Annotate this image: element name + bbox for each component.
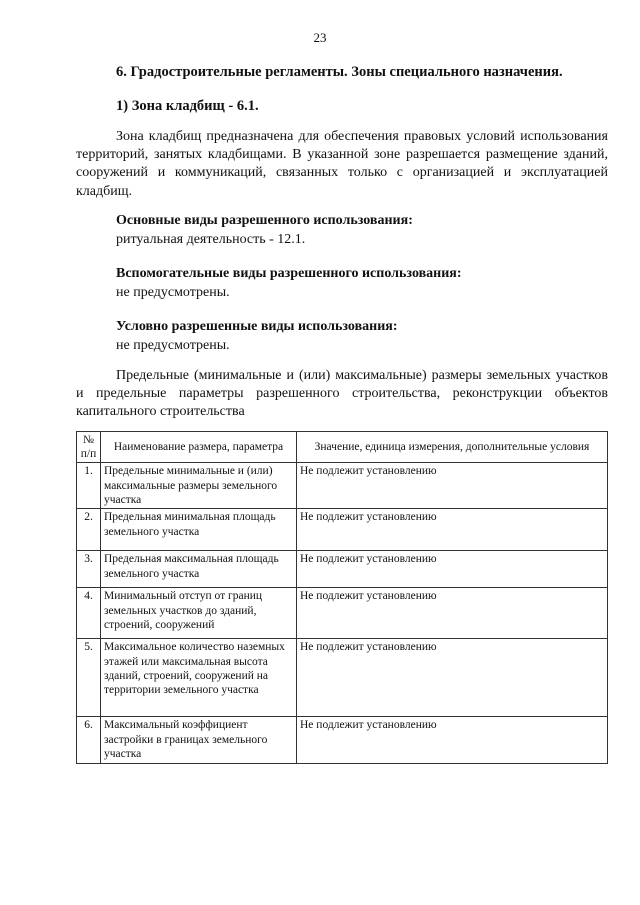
- section-title: 6. Градостроительные регламенты. Зоны специального назначения.: [116, 64, 563, 80]
- auxiliary-uses-block: [116, 265, 462, 302]
- row-num: 4.: [77, 588, 101, 639]
- table-row: [77, 463, 608, 509]
- row-name: Максимальный коэффициент застройки в границах земельного участка: [101, 717, 297, 764]
- zone-title: 1) Зона кладбищ - 6.1.: [116, 98, 259, 114]
- main-uses-block: [116, 212, 413, 249]
- row-value: Не подлежит установлению: [297, 463, 608, 509]
- table-row: [77, 509, 608, 551]
- row-num: 3.: [77, 551, 101, 588]
- row-name: Предельные минимальные и (или) максимальные размеры земельного участка: [101, 463, 297, 509]
- row-value: Не подлежит установлению: [297, 588, 608, 639]
- main-uses-text: ритуальная деятельность - 12.1.: [116, 231, 306, 247]
- table-header-row: [77, 432, 608, 463]
- table-row: [77, 639, 608, 717]
- row-value: Не подлежит установлению: [297, 509, 608, 551]
- row-name: Минимальный отступ от границ земельных участков до зданий, строений, сооружений: [101, 588, 297, 639]
- row-value: Не подлежит установлению: [297, 717, 608, 764]
- table-row: [77, 551, 608, 588]
- main-uses-heading: Основные виды разрешенного использования:: [116, 213, 413, 228]
- parameters-table: [76, 431, 608, 764]
- header-num: № п/п: [77, 432, 101, 463]
- row-num: 6.: [77, 717, 101, 764]
- table-row: [77, 717, 608, 764]
- intro-paragraph: Зона кладбищ предназначена для обеспечения правовых условий использования территорий, занятых кладбищами. В указанной зоне разрешается размещение зданий, сооружений и коммуникаций, связанных только с организацией и эксплуатацией кладбищ.: [76, 129, 608, 199]
- table-row: [77, 588, 608, 639]
- row-value: Не подлежит установлению: [297, 551, 608, 588]
- row-name: Максимальное количество наземных этажей или максимальная высота зданий, строений, сооружений на территории земельного участка: [101, 639, 297, 717]
- row-name: Предельная минимальная площадь земельного участка: [101, 509, 297, 551]
- auxiliary-uses-heading: Вспомогательные виды разрешенного использования:: [116, 266, 462, 281]
- header-name: Наименование размера, параметра: [101, 432, 297, 463]
- header-value: Значение, единица измерения, дополнительные условия: [297, 432, 608, 463]
- row-num: 2.: [77, 509, 101, 551]
- page-number: 23: [313, 30, 327, 45]
- conditional-uses-block: [116, 318, 398, 355]
- row-num: 1.: [77, 463, 101, 509]
- auxiliary-uses-text: не предусмотрены.: [116, 284, 230, 300]
- conditional-uses-heading: Условно разрешенные виды использования:: [116, 319, 398, 334]
- row-num: 5.: [77, 639, 101, 717]
- conditional-uses-text: не предусмотрены.: [116, 337, 230, 353]
- parameters-paragraph: Предельные (минимальные и (или) максимальные) размеры земельных участков и предельные параметры разрешенного строительства, реконструкции объектов капитального строительства: [76, 368, 608, 420]
- row-name: Предельная максимальная площадь земельного участка: [101, 551, 297, 588]
- row-value: Не подлежит установлению: [297, 639, 608, 717]
